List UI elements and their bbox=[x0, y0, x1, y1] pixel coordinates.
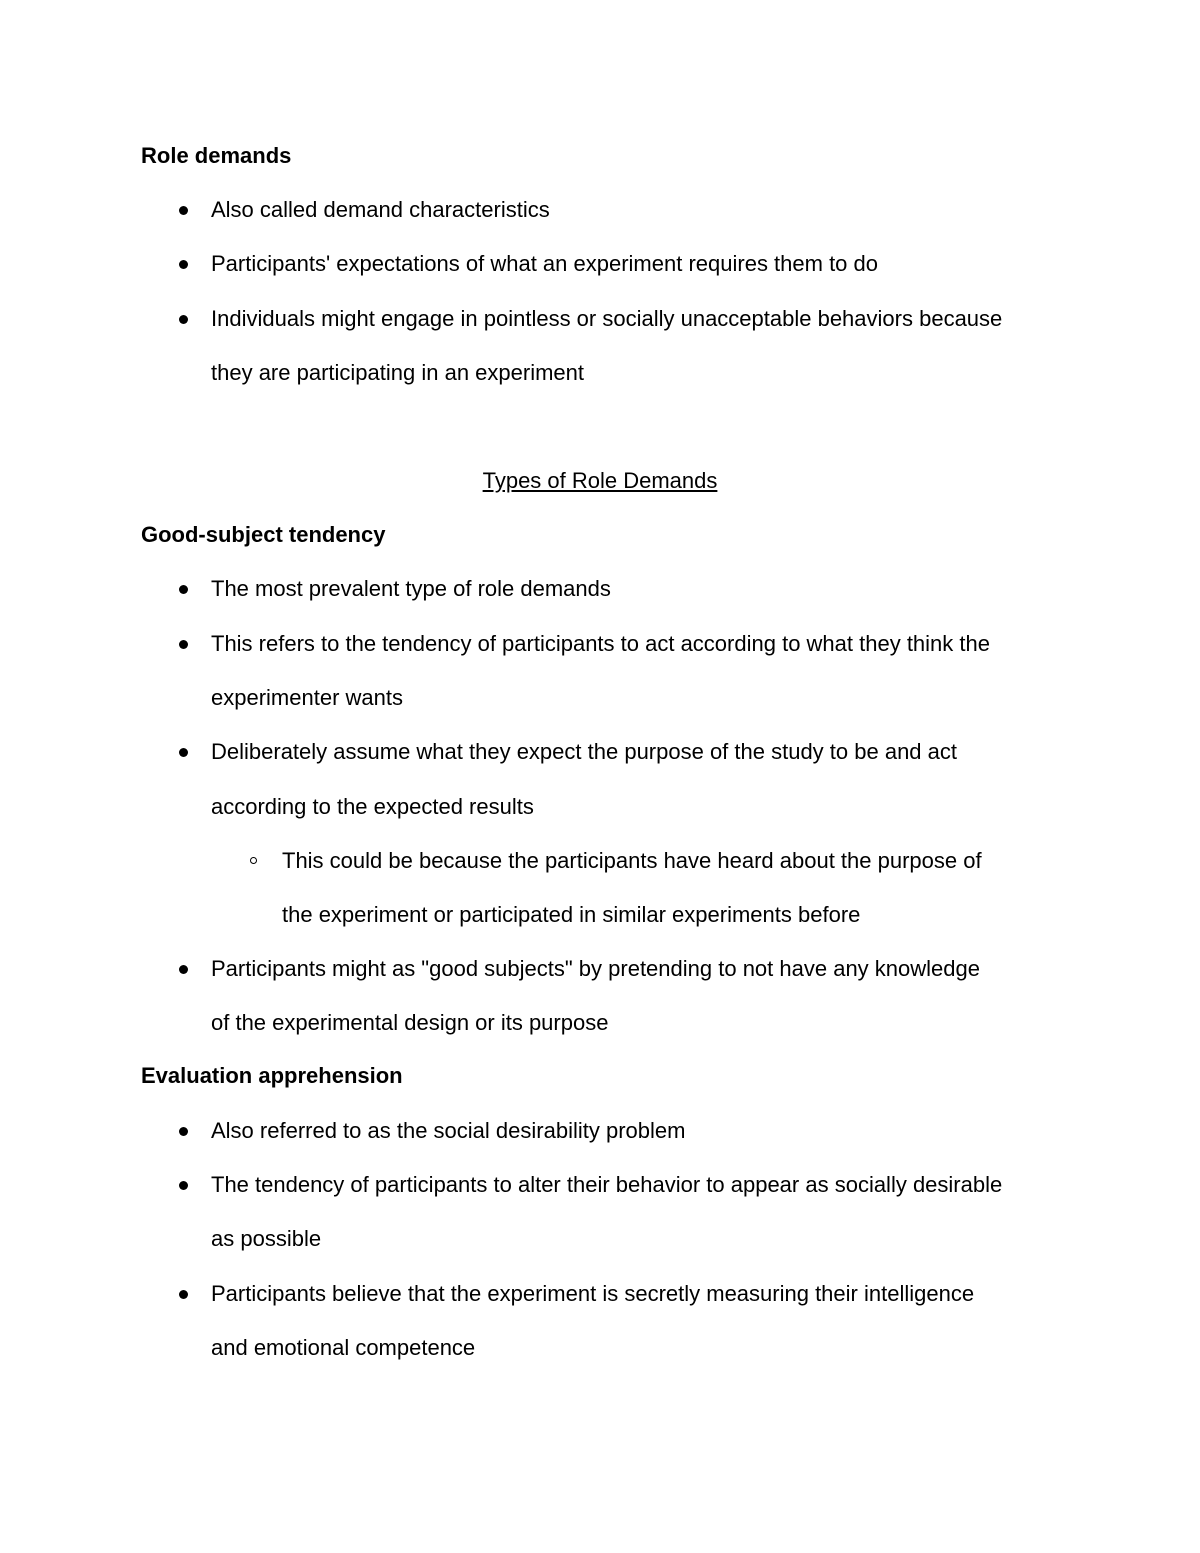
bullet-icon bbox=[179, 585, 188, 594]
bullet-icon bbox=[179, 640, 188, 649]
sub-list-item-line: This could be because the participants have heard about the purpose of bbox=[282, 848, 982, 873]
list-item-line: Participants' expectations of what an experiment requires them to do bbox=[211, 251, 879, 276]
list-item-line: Also called demand characteristics bbox=[211, 197, 550, 222]
list-item-line: as possible bbox=[211, 1226, 322, 1251]
bullet-icon bbox=[179, 1127, 188, 1136]
list-item-line: experimenter wants bbox=[211, 685, 403, 710]
bullet-icon bbox=[179, 965, 188, 974]
list-item-line: according to the expected results bbox=[211, 794, 534, 819]
bullet-icon bbox=[179, 206, 188, 215]
list-item-line: Deliberately assume what they expect the purpose of the study to be and act bbox=[211, 739, 958, 764]
bullet-icon bbox=[179, 315, 188, 324]
list-item-line: The most prevalent type of role demands bbox=[211, 576, 611, 601]
section-heading-good-subject-tendency: Good-subject tendency bbox=[141, 522, 386, 547]
sub-list-item-line: the experiment or participated in similar experiments before bbox=[282, 902, 861, 927]
subtitle-types-of-role-demands: Types of Role Demands bbox=[482, 468, 718, 493]
bullet-icon bbox=[179, 1181, 188, 1190]
list-item-line: Also referred to as the social desirability problem bbox=[211, 1118, 686, 1143]
list-item-line: Individuals might engage in pointless or socially unacceptable behaviors because bbox=[211, 306, 1003, 331]
bullet-icon bbox=[179, 1290, 188, 1299]
list-item-line: The tendency of participants to alter their behavior to appear as socially desirable bbox=[211, 1172, 1003, 1197]
list-item-line: of the experimental design or its purpose bbox=[211, 1010, 609, 1035]
bullet-icon bbox=[179, 748, 188, 757]
sub-bullet-circle-icon bbox=[250, 857, 257, 864]
section-heading-role-demands: Role demands bbox=[141, 143, 292, 168]
list-item-line: they are participating in an experiment bbox=[211, 360, 584, 385]
list-item-line: and emotional competence bbox=[211, 1335, 476, 1360]
bullet-icon bbox=[179, 260, 188, 269]
list-item-line: Participants might as "good subjects" by pretending to not have any knowledge bbox=[211, 956, 980, 981]
list-item-line: This refers to the tendency of participants to act according to what they think the bbox=[211, 631, 990, 656]
list-item-line: Participants believe that the experiment is secretly measuring their intelligence bbox=[211, 1281, 975, 1306]
section-heading-evaluation-apprehension: Evaluation apprehension bbox=[141, 1063, 403, 1088]
